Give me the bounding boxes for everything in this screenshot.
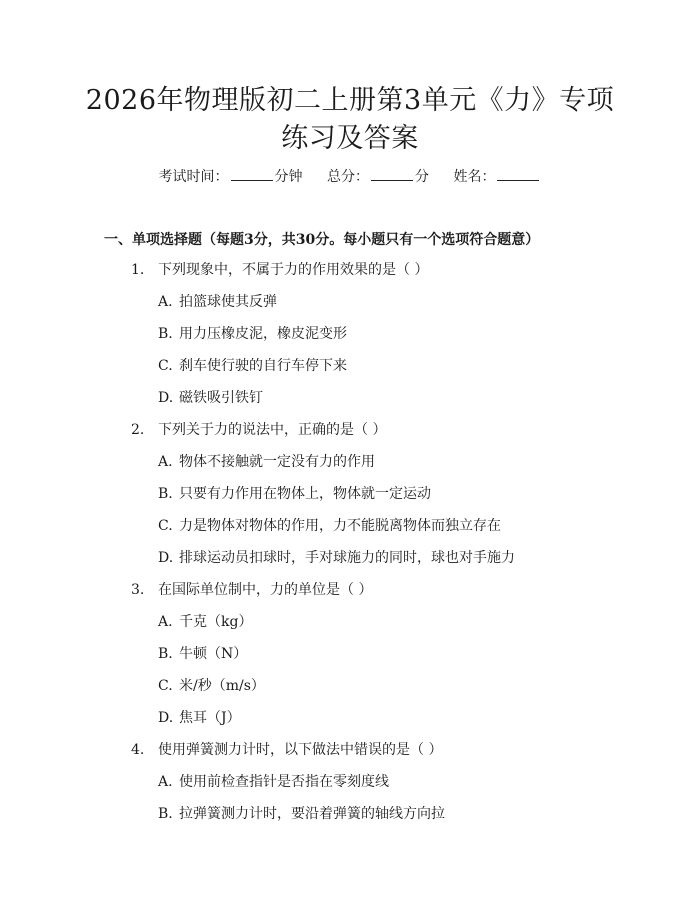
section-heading: 一、单项选择题（每题3分，共30分。每小题只有一个选项符合题意） xyxy=(104,232,540,248)
option-letter: D. xyxy=(158,390,174,406)
option-letter: B. xyxy=(158,486,173,502)
option-letter: A. xyxy=(158,294,173,310)
option-text: 拉弹簧测力计时，要沿着弹簧的轴线方向拉 xyxy=(179,806,445,822)
option-text: 只要有力作用在物体上，物体就一定运动 xyxy=(179,486,431,502)
option-letter: B. xyxy=(158,806,173,822)
question-stem xyxy=(131,580,372,600)
option-text: 刹车使行驶的自行车停下来 xyxy=(179,358,347,374)
question-number: 4. xyxy=(131,742,145,758)
total-score-label: 总分： xyxy=(327,169,369,185)
question-number: 3. xyxy=(131,582,145,598)
question-stem xyxy=(131,740,442,760)
option-text: 用力压橡皮泥，橡皮泥变形 xyxy=(179,326,347,342)
option-text: 拍篮球使其反弹 xyxy=(179,294,277,310)
question-option xyxy=(158,452,375,472)
question-option xyxy=(158,644,247,664)
option-letter: A. xyxy=(158,454,173,470)
option-text: 米/秒（m/s） xyxy=(179,678,265,694)
question-option xyxy=(158,324,347,344)
question-option xyxy=(158,292,277,312)
student-name-blank xyxy=(497,167,539,181)
option-letter: B. xyxy=(158,326,173,342)
exam-meta xyxy=(0,167,700,187)
option-text: 牛顿（N） xyxy=(179,646,248,662)
document-title-line-1: 2026年物理版初二上册第3单元《力》专项 xyxy=(85,85,615,116)
question-number: 2. xyxy=(131,422,145,438)
question-text: 下列关于力的说法中，正确的是（ ） xyxy=(158,422,387,438)
question-option xyxy=(158,772,389,792)
exam-time-blank xyxy=(231,167,273,181)
question-option xyxy=(158,388,263,408)
option-text: 使用前检查指针是否指在零刻度线 xyxy=(179,774,389,790)
student-name-field xyxy=(453,167,541,187)
question-stem xyxy=(131,420,386,440)
total-score-blank xyxy=(371,167,413,181)
question-option xyxy=(158,676,265,696)
option-text: 排球运动员扣球时，手对球施力的同时，球也对手施力 xyxy=(179,550,515,566)
student-name-label: 姓名： xyxy=(453,169,496,185)
option-text: 力是物体对物体的作用，力不能脱离物体而独立存在 xyxy=(179,518,501,534)
option-letter: D. xyxy=(158,710,174,726)
question-option xyxy=(158,804,445,824)
question-number: 1. xyxy=(131,262,145,278)
option-text: 物体不接触就一定没有力的作用 xyxy=(179,454,375,470)
total-score-field xyxy=(327,167,429,187)
document-title-line-2: 练习及答案 xyxy=(281,123,419,154)
exam-time-field xyxy=(159,167,303,187)
question-option xyxy=(158,708,241,728)
option-letter: A. xyxy=(158,774,173,790)
question-text: 在国际单位制中，力的单位是（ ） xyxy=(158,582,373,598)
question-option xyxy=(158,612,252,632)
option-letter: B. xyxy=(158,646,173,662)
question-option xyxy=(158,356,347,376)
exam-time-unit: 分钟 xyxy=(274,169,303,185)
option-letter: C. xyxy=(158,678,173,694)
question-text: 下列现象中，不属于力的作用效果的是（ ） xyxy=(158,262,429,278)
option-letter: A. xyxy=(158,614,173,630)
option-text: 磁铁吸引铁钉 xyxy=(179,390,263,406)
question-option xyxy=(158,548,515,568)
question-option xyxy=(158,484,431,504)
option-text: 千克（kg） xyxy=(179,614,253,630)
option-letter: C. xyxy=(158,518,173,534)
option-letter: D. xyxy=(158,550,174,566)
exam-time-label: 考试时间： xyxy=(158,169,229,185)
total-score-unit: 分 xyxy=(415,169,429,185)
option-letter: C. xyxy=(158,358,173,374)
question-text: 使用弹簧测力计时，以下做法中错误的是（ ） xyxy=(158,742,443,758)
question-stem xyxy=(131,260,428,280)
option-text: 焦耳（J） xyxy=(179,710,241,726)
question-option xyxy=(158,516,501,536)
